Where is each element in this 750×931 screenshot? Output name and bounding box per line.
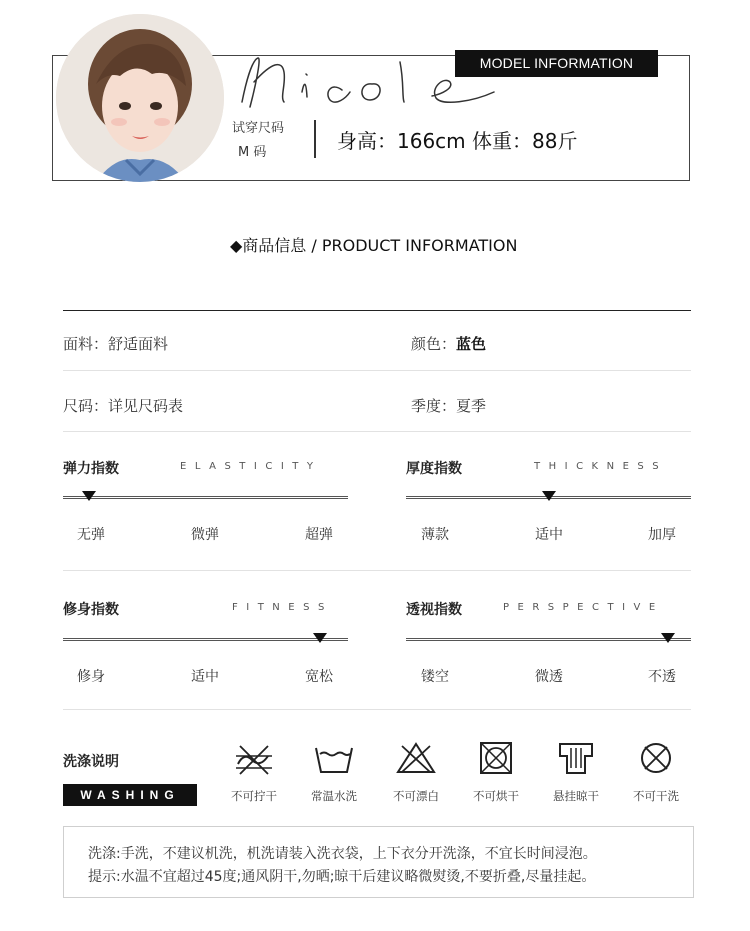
divider	[314, 120, 316, 158]
color-label: 颜色：	[411, 335, 457, 353]
color-info	[411, 333, 486, 354]
divider	[63, 310, 691, 311]
elasticity-scale-high: 超弹	[305, 527, 333, 543]
fitness-title: 修身指数	[63, 602, 119, 618]
elasticity-scale-low: 无弹	[77, 527, 105, 543]
wash-label-no-bleach: 不可漂白	[393, 789, 439, 803]
washing-note-line2: 提示:水温不宜超过45度;通风阴干,勿晒;晾干后建议略微熨烫,不要折叠,尽量挂起。	[88, 869, 596, 885]
thickness-marker	[542, 491, 556, 501]
no-dry-clean-icon	[634, 740, 678, 776]
washing-note-line1: 洗涤:手洗，不建议机洗，机洗请装入洗衣袋，上下衣分开洗涤，不宜长时间浸泡。	[88, 846, 597, 862]
fitness-en: FITNESS	[232, 602, 333, 613]
perspective-en: PERSPECTIVE	[503, 602, 664, 613]
try-size-label: 试穿尺码	[232, 121, 285, 136]
color-value: 蓝色	[456, 335, 487, 353]
perspective-scale-high: 不透	[648, 669, 676, 685]
product-info-title: ◆商品信息 / PRODUCT INFORMATION	[230, 236, 518, 255]
elasticity-track	[63, 496, 348, 499]
hang-dry-icon	[554, 740, 598, 776]
washing-badge: WASHING	[63, 784, 197, 806]
fitness-marker	[313, 633, 327, 643]
perspective-title: 透视指数	[406, 602, 462, 618]
no-bleach-icon	[394, 740, 438, 776]
washing-title: 洗涤说明	[63, 754, 119, 770]
try-size-value: M 码	[238, 145, 267, 160]
fitness-scale-high: 宽松	[305, 669, 333, 685]
elasticity-marker	[82, 491, 96, 501]
divider	[63, 370, 691, 371]
season-info: 季度：夏季	[411, 397, 487, 415]
fitness-scale-mid: 适中	[191, 669, 219, 685]
signature-nicole	[232, 52, 502, 114]
no-tumble-dry-icon	[474, 740, 518, 776]
thickness-en: THICKNESS	[534, 461, 668, 472]
wash-label-hang-dry: 悬挂晾干	[553, 789, 599, 803]
perspective-scale-mid: 微透	[535, 669, 563, 685]
model-information-tag: MODEL INFORMATION	[455, 50, 658, 77]
divider	[63, 709, 691, 710]
fabric-info: 面料：舒适面料	[63, 335, 169, 353]
wash-label-no-wring: 不可拧干	[231, 789, 277, 803]
thickness-scale-low: 薄款	[421, 527, 449, 543]
thickness-scale-mid: 适中	[535, 527, 563, 543]
divider	[63, 570, 691, 571]
elasticity-en: ELASTICITY	[180, 461, 322, 472]
model-stats: 身高：166cm 体重：88斤	[337, 129, 578, 153]
elasticity-scale-mid: 微弹	[191, 527, 219, 543]
fitness-scale-low: 修身	[77, 669, 105, 685]
size-info: 尺码：详见尺码表	[63, 397, 184, 415]
elasticity-title: 弹力指数	[63, 461, 119, 477]
fitness-track	[63, 638, 348, 641]
normal-wash-icon	[312, 742, 356, 778]
wash-label-no-dry-clean: 不可干洗	[633, 789, 679, 803]
divider	[63, 431, 691, 432]
wash-label-normal-wash: 常温水洗	[311, 789, 357, 803]
thickness-title: 厚度指数	[406, 461, 462, 477]
perspective-marker	[661, 633, 675, 643]
no-wring-icon	[232, 742, 276, 778]
model-avatar	[56, 14, 224, 182]
thickness-scale-high: 加厚	[648, 527, 676, 543]
perspective-scale-low: 镂空	[421, 669, 449, 685]
perspective-track	[406, 638, 691, 641]
wash-label-no-tumble-dry: 不可烘干	[473, 789, 519, 803]
